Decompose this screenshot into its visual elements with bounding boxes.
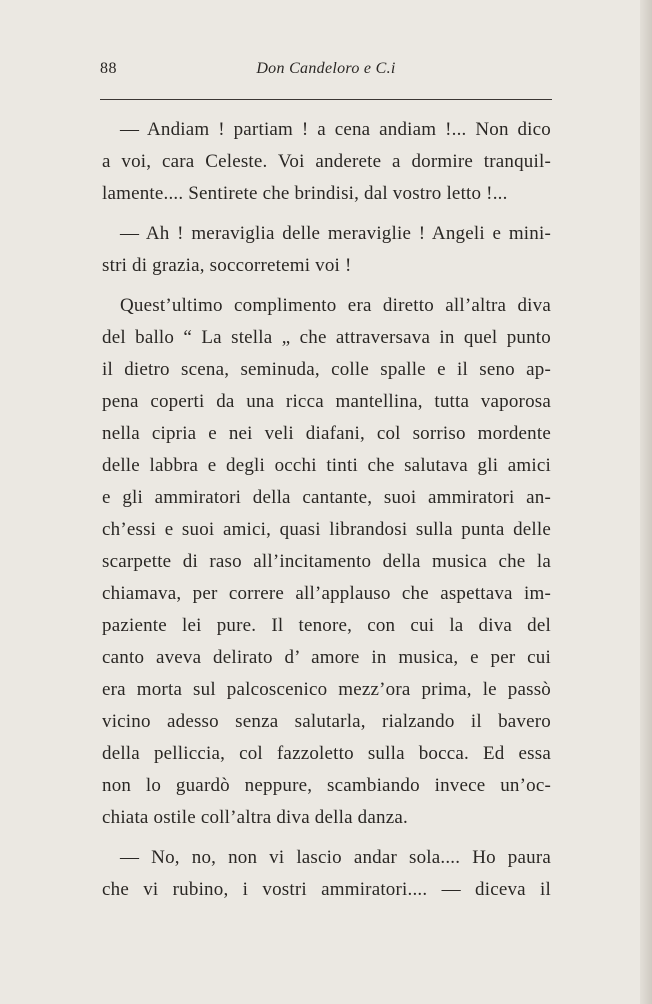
text-line: a voi, cara Celeste. Voi anderete a dormire tranquil- bbox=[102, 151, 551, 172]
text-line: del ballo “ La stella „ che attraversava in quel punto bbox=[102, 327, 551, 348]
text-line: non lo guardò neppure, scambiando invece un’oc- bbox=[102, 775, 551, 796]
text-line: chiamava, per correre all’applauso che aspettava im- bbox=[102, 583, 551, 604]
body-text bbox=[102, 114, 551, 906]
text-line: lamente.... Sentirete che brindisi, dal vostro letto !... bbox=[102, 183, 508, 204]
paragraph-gap bbox=[102, 834, 551, 842]
text-line: il dietro scena, seminuda, colle spalle e il seno ap- bbox=[102, 359, 551, 380]
text-line: era morta sul palcoscenico mezz’ora prima, le passò bbox=[102, 679, 551, 700]
page-header bbox=[100, 60, 552, 84]
text-line: e gli ammiratori della cantante, suoi ammiratori an- bbox=[102, 487, 551, 508]
paragraph bbox=[102, 114, 551, 210]
paragraph bbox=[102, 290, 551, 834]
text-line: della pelliccia, col fazzoletto sulla bocca. Ed essa bbox=[102, 743, 551, 764]
paragraph-gap bbox=[102, 282, 551, 290]
text-line: nella cipria e nei veli diafani, col sorriso mordente bbox=[102, 423, 551, 444]
text-line: delle labbra e degli occhi tinti che salutava gli amici bbox=[102, 455, 551, 476]
text-line: — Andiam ! partiam ! a cena andiam !... Non dico bbox=[120, 119, 551, 140]
running-title: Don Candeloro e C.i bbox=[256, 60, 396, 77]
text-line: paziente lei pure. Il tenore, con cui la diva del bbox=[102, 615, 551, 636]
page-edge bbox=[640, 0, 652, 1004]
paragraph bbox=[102, 218, 551, 282]
text-line: — Ah ! meraviglia delle meraviglie ! Angeli e mini- bbox=[120, 223, 551, 244]
paragraph bbox=[102, 842, 551, 906]
text-line: vicino adesso senza salutarla, rialzando il bavero bbox=[102, 711, 551, 732]
text-line: canto aveva delirato d’ amore in musica, e per cui bbox=[102, 647, 551, 668]
page-number: 88 bbox=[100, 60, 117, 77]
text-line: ch’essi e suoi amici, quasi librandosi sulla punta delle bbox=[102, 519, 551, 540]
text-line: stri di grazia, soccorretemi voi ! bbox=[102, 255, 352, 276]
text-line: che vi rubino, i vostri ammiratori.... — diceva il bbox=[102, 879, 551, 900]
text-line: scarpette di raso all’incitamento della musica che la bbox=[102, 551, 551, 572]
text-line: Quest’ultimo complimento era diretto all’altra diva bbox=[120, 295, 551, 316]
text-line: chiata ostile coll’altra diva della danza. bbox=[102, 807, 408, 828]
header-rule bbox=[100, 99, 552, 100]
text-line: — No, no, non vi lascio andar sola.... Ho paura bbox=[120, 847, 551, 868]
paragraph-gap bbox=[102, 210, 551, 218]
text-line: pena coperti da una ricca mantellina, tutta vaporosa bbox=[102, 391, 551, 412]
